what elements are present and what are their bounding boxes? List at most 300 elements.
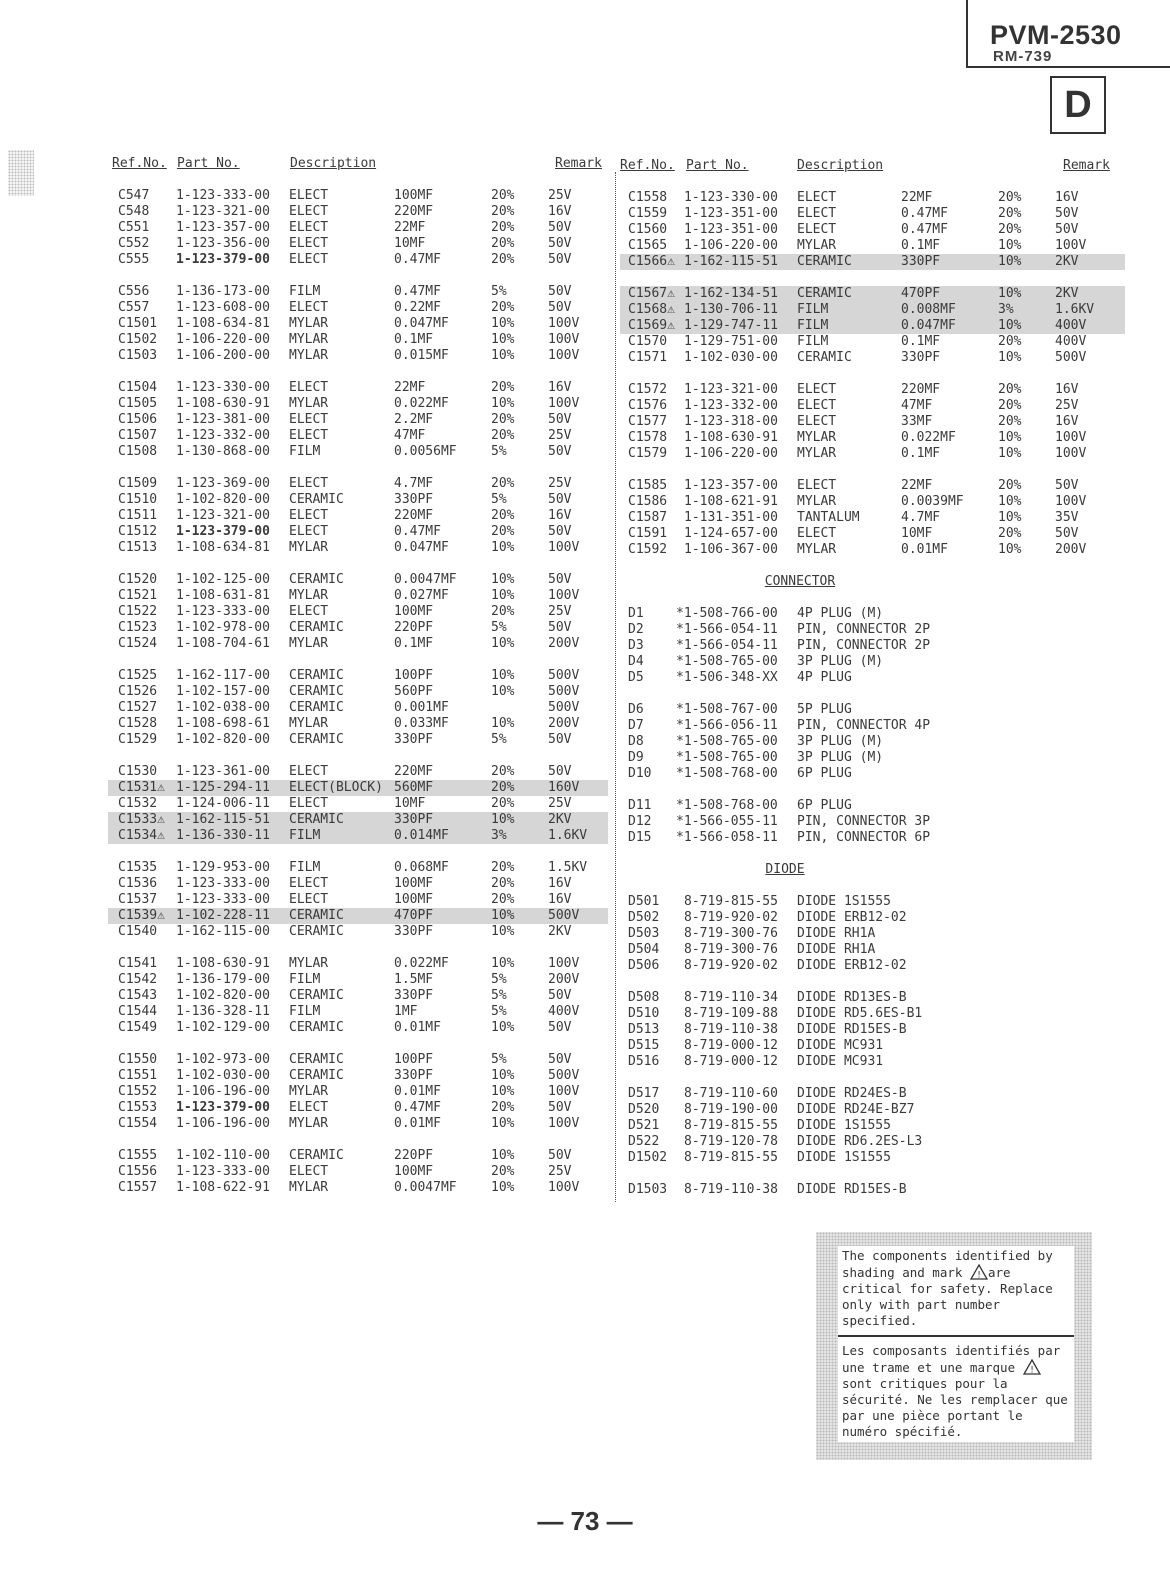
parts-row — [620, 254, 1125, 270]
part-no: 1-123-351-00 — [684, 206, 778, 221]
parts-row — [108, 1180, 608, 1196]
voltage: 100V — [548, 332, 580, 347]
value: 220MF — [901, 382, 941, 397]
value: 0.0039MF — [901, 494, 964, 509]
voltage: 50V — [548, 764, 572, 779]
right-parts-list — [620, 190, 1125, 558]
value: 0.047MF — [394, 316, 449, 331]
ref-no: C1542 — [118, 972, 158, 987]
tolerance: 3% — [491, 828, 507, 843]
parts-row — [108, 428, 608, 444]
part-no: 1-108-630-91 — [176, 396, 270, 411]
voltage: 50V — [548, 572, 572, 587]
ref-no: D508 — [628, 990, 660, 1005]
safety-notice-english: The components identified by shading and mark ! are critical for safety. Replace only with part number specified. — [842, 1248, 1061, 1328]
description: 3P PLUG (M) — [797, 654, 884, 669]
tolerance: 20% — [491, 508, 515, 523]
tolerance: 10% — [491, 684, 515, 699]
description: 4P PLUG (M) — [797, 606, 884, 621]
description: DIODE ERB12-02 — [797, 910, 907, 925]
voltage: 50V — [548, 284, 572, 299]
description: MYLAR — [797, 430, 837, 445]
part-no: 8-719-120-78 — [684, 1134, 778, 1149]
description: ELECT — [289, 220, 329, 235]
voltage: 25V — [548, 428, 572, 443]
ref-no: D2 — [628, 622, 644, 637]
ref-no: C1512 — [118, 524, 158, 539]
parts-row — [108, 620, 608, 636]
value: 2.2MF — [394, 412, 434, 427]
description: CERAMIC — [289, 1052, 344, 1067]
part-no: 1-130-706-11 — [684, 302, 778, 317]
description: FILM — [797, 334, 829, 349]
description: 6P PLUG — [797, 766, 852, 781]
ref-no: D8 — [628, 734, 644, 749]
ref-no: D506 — [628, 958, 660, 973]
part-no: 1-123-332-00 — [684, 398, 778, 413]
part-no: 1-102-030-00 — [684, 350, 778, 365]
voltage: 50V — [548, 412, 572, 427]
voltage: 100V — [548, 348, 580, 363]
parts-row — [108, 444, 608, 460]
ref-no: D10 — [628, 766, 652, 781]
part-no: 8-719-000-12 — [684, 1038, 778, 1053]
description: ELECT — [289, 204, 329, 219]
parts-row — [620, 1150, 1125, 1166]
tolerance: 20% — [491, 428, 515, 443]
parts-row — [620, 814, 1125, 830]
voltage: 500V — [548, 668, 580, 683]
tolerance: 5% — [491, 732, 507, 747]
parts-row — [620, 750, 1125, 766]
description: CERAMIC — [289, 924, 344, 939]
description: PIN, CONNECTOR 3P — [797, 814, 931, 829]
tolerance: 10% — [491, 1180, 515, 1195]
description: CERAMIC — [289, 572, 344, 587]
parts-row — [620, 494, 1125, 510]
parts-row — [108, 396, 608, 412]
part-no: 1-106-220-00 — [684, 446, 778, 461]
ref-no: C1560 — [628, 222, 668, 237]
value: 0.033MF — [394, 716, 449, 731]
description: CERAMIC — [289, 668, 344, 683]
tolerance: 20% — [491, 780, 515, 795]
value: 0.022MF — [394, 956, 449, 971]
description: CERAMIC — [289, 1020, 344, 1035]
row-gap — [108, 364, 608, 380]
parts-row — [108, 236, 608, 252]
voltage: 50V — [548, 300, 572, 315]
parts-row — [620, 286, 1125, 302]
description: MYLAR — [289, 332, 329, 347]
value: 330PF — [901, 254, 941, 269]
part-no: 1-102-110-00 — [176, 1148, 270, 1163]
ref-no: C1513 — [118, 540, 158, 555]
ref-no: C1543 — [118, 988, 158, 1003]
description: CERAMIC — [289, 732, 344, 747]
part-no: 1-108-634-81 — [176, 316, 270, 331]
tolerance: 10% — [491, 1116, 515, 1131]
part-header: Part No. — [686, 158, 749, 173]
description: ELECT — [289, 1100, 329, 1115]
warning-triangle-icon — [1023, 1359, 1041, 1375]
description: MYLAR — [797, 542, 837, 557]
value: 0.1MF — [901, 334, 941, 349]
value: 100PF — [394, 668, 434, 683]
tolerance: 20% — [998, 414, 1022, 429]
ref-no: D5 — [628, 670, 644, 685]
ref-no: D510 — [628, 1006, 660, 1021]
parts-row — [620, 206, 1125, 222]
tolerance: 10% — [491, 1068, 515, 1083]
tolerance: 20% — [491, 764, 515, 779]
part-no: 1-162-117-00 — [176, 668, 270, 683]
part-no: 1-123-356-00 — [176, 236, 270, 251]
parts-row — [108, 908, 608, 924]
binding-mark — [8, 150, 34, 196]
voltage: 100V — [1055, 446, 1087, 461]
ref-no: C1505 — [118, 396, 158, 411]
ref-no: D1502 — [628, 1150, 668, 1165]
value: 0.014MF — [394, 828, 449, 843]
voltage: 100V — [1055, 238, 1087, 253]
part-no: 8-719-300-76 — [684, 942, 778, 957]
part-no: 1-129-751-00 — [684, 334, 778, 349]
description: CERAMIC — [797, 350, 852, 365]
ref-no: C1551 — [118, 1068, 158, 1083]
part-no: 1-106-200-00 — [176, 348, 270, 363]
connector-section-title: CONNECTOR — [764, 574, 836, 589]
ref-no: C1509 — [118, 476, 158, 491]
ref-no: C1532 — [118, 796, 158, 811]
voltage: 16V — [548, 204, 572, 219]
ref-no: D502 — [628, 910, 660, 925]
tolerance: 20% — [491, 876, 515, 891]
ref-no: D1503 — [628, 1182, 668, 1197]
value: 470PF — [901, 286, 941, 301]
parts-row — [108, 716, 608, 732]
part-no: 8-719-300-76 — [684, 926, 778, 941]
voltage: 100V — [548, 1116, 580, 1131]
part-no: *1-508-767-00 — [676, 702, 778, 717]
value: 0.001MF — [394, 700, 449, 715]
parts-row — [108, 732, 608, 748]
value: 330PF — [394, 732, 434, 747]
tolerance: 5% — [491, 988, 507, 1003]
ref-no: C1566⚠ — [628, 254, 675, 269]
description: TANTALUM — [797, 510, 860, 525]
parts-row — [620, 638, 1125, 654]
ref-no: C1565 — [628, 238, 668, 253]
ref-no: C1536 — [118, 876, 158, 891]
description: MYLAR — [289, 716, 329, 731]
part-no: 1-123-321-00 — [176, 204, 270, 219]
voltage: 500V — [548, 1068, 580, 1083]
part-no: *1-508-765-00 — [676, 734, 778, 749]
value: 0.022MF — [394, 396, 449, 411]
ref-no: C1555 — [118, 1148, 158, 1163]
description: PIN, CONNECTOR 2P — [797, 638, 931, 653]
ref-no: C1559 — [628, 206, 668, 221]
description: ELECT — [289, 604, 329, 619]
part-no: 1-108-631-81 — [176, 588, 270, 603]
voltage: 25V — [548, 796, 572, 811]
safety-notice-french: Les composants identifiés par une trame et une marque ! sont critiques pour la sécurité. Ne les remplacer que par une pièce portant le numéro spécifié. — [842, 1343, 1076, 1439]
value: 22MF — [394, 380, 426, 395]
description: MYLAR — [797, 446, 837, 461]
part-no: 1-123-369-00 — [176, 476, 270, 491]
parts-row — [108, 476, 608, 492]
parts-row — [620, 942, 1125, 958]
parts-row — [108, 588, 608, 604]
description: 5P PLUG — [797, 702, 852, 717]
part-no: 1-129-747-11 — [684, 318, 778, 333]
tolerance: 20% — [998, 382, 1022, 397]
voltage: 16V — [1055, 414, 1079, 429]
tolerance: 5% — [491, 444, 507, 459]
tolerance: 10% — [491, 716, 515, 731]
tolerance: 5% — [491, 284, 507, 299]
tolerance: 10% — [998, 318, 1022, 333]
parts-row — [108, 524, 608, 540]
voltage: 100V — [548, 396, 580, 411]
value: 330PF — [394, 1068, 434, 1083]
part-no: 1-102-978-00 — [176, 620, 270, 635]
parts-row — [108, 1068, 608, 1084]
parts-row — [108, 316, 608, 332]
part-no: 1-102-157-00 — [176, 684, 270, 699]
voltage: 25V — [548, 604, 572, 619]
ref-no: C1534⚠ — [118, 828, 165, 843]
part-no: 8-719-110-60 — [684, 1086, 778, 1101]
tolerance: 20% — [998, 526, 1022, 541]
parts-row — [108, 780, 608, 796]
parts-row — [620, 430, 1125, 446]
parts-row — [108, 876, 608, 892]
description: ELECT — [797, 414, 837, 429]
parts-row — [108, 380, 608, 396]
value: 330PF — [394, 812, 434, 827]
value: 100MF — [394, 604, 434, 619]
part-no: 1-136-330-11 — [176, 828, 270, 843]
part-no: *1-508-768-00 — [676, 766, 778, 781]
part-no: 1-123-361-00 — [176, 764, 270, 779]
part-no: 1-131-351-00 — [684, 510, 778, 525]
tolerance: 20% — [491, 1164, 515, 1179]
tolerance: 20% — [491, 604, 515, 619]
description: FILM — [289, 972, 321, 987]
description: FILM — [289, 860, 321, 875]
voltage: 50V — [548, 1100, 572, 1115]
part-no: 8-719-815-55 — [684, 894, 778, 909]
remark-header: Remark — [555, 156, 602, 171]
description: MYLAR — [289, 540, 329, 555]
ref-no: C1522 — [118, 604, 158, 619]
tolerance: 10% — [491, 588, 515, 603]
voltage: 50V — [548, 620, 572, 635]
part-no: *1-508-768-00 — [676, 798, 778, 813]
ref-no: D501 — [628, 894, 660, 909]
parts-row — [620, 526, 1125, 542]
voltage: 50V — [548, 1148, 572, 1163]
parts-row — [620, 446, 1125, 462]
tolerance: 20% — [491, 860, 515, 875]
voltage: 1.5KV — [548, 860, 588, 875]
value: 0.47MF — [901, 222, 948, 237]
parts-row — [108, 860, 608, 876]
description: FILM — [289, 444, 321, 459]
tolerance: 10% — [491, 1020, 515, 1035]
left-parts-column — [108, 156, 608, 1196]
part-no: 1-162-115-00 — [176, 924, 270, 939]
voltage: 400V — [548, 1004, 580, 1019]
part-no: *1-508-766-00 — [676, 606, 778, 621]
row-gap — [108, 844, 608, 860]
part-no: 8-719-110-38 — [684, 1022, 778, 1037]
parts-row — [620, 1182, 1125, 1198]
part-no: 8-719-815-55 — [684, 1150, 778, 1165]
diode-list — [620, 894, 1125, 1198]
diode-section-title: DIODE — [765, 862, 805, 877]
part-no: 8-719-110-38 — [684, 1182, 778, 1197]
tolerance: 5% — [491, 492, 507, 507]
column-divider — [615, 172, 616, 1202]
description: ELECT — [289, 764, 329, 779]
description: ELECT — [289, 876, 329, 891]
description: MYLAR — [797, 238, 837, 253]
tolerance: 10% — [491, 348, 515, 363]
description: DIODE RD5.6ES-B1 — [797, 1006, 923, 1021]
part-no: *1-566-054-11 — [676, 622, 778, 637]
part-no: 1-123-333-00 — [176, 876, 270, 891]
value: 0.0047MF — [394, 572, 457, 587]
parts-row — [620, 670, 1125, 686]
warning-triangle-icon — [970, 1264, 988, 1280]
description: DIODE RH1A — [797, 942, 876, 957]
voltage: 16V — [548, 892, 572, 907]
tolerance: 10% — [491, 924, 515, 939]
part-no: 1-130-868-00 — [176, 444, 270, 459]
ref-no: D1 — [628, 606, 644, 621]
part-no: 1-123-333-00 — [176, 188, 270, 203]
tolerance: 10% — [491, 396, 515, 411]
value: 4.7MF — [901, 510, 941, 525]
ref-no: C1507 — [118, 428, 158, 443]
parts-row — [620, 990, 1125, 1006]
parts-row — [108, 1020, 608, 1036]
value: 0.1MF — [394, 332, 434, 347]
parts-row — [108, 284, 608, 300]
description: DIODE RD15ES-B — [797, 1182, 907, 1197]
row-gap — [108, 460, 608, 476]
ref-no: C1557 — [118, 1180, 158, 1195]
ref-no: C551 — [118, 220, 150, 235]
tolerance: 20% — [491, 524, 515, 539]
value: 22MF — [901, 190, 933, 205]
description: CERAMIC — [289, 700, 344, 715]
ref-no: C1587 — [628, 510, 668, 525]
description: ELECT — [289, 892, 329, 907]
part-no: 1-123-608-00 — [176, 300, 270, 315]
description: ELECT — [289, 508, 329, 523]
ref-no: C1537 — [118, 892, 158, 907]
value: 47MF — [901, 398, 933, 413]
voltage: 16V — [1055, 382, 1079, 397]
part-no: *1-506-348-XX — [676, 670, 778, 685]
ref-no: D503 — [628, 926, 660, 941]
description: ELECT — [289, 412, 329, 427]
description: ELECT — [289, 476, 329, 491]
description: DIODE RD24E-BZ7 — [797, 1102, 915, 1117]
row-gap — [620, 974, 1125, 990]
ref-no: C1549 — [118, 1020, 158, 1035]
ref-no: C1527 — [118, 700, 158, 715]
tolerance: 10% — [491, 572, 515, 587]
part-no: 1-162-134-51 — [684, 286, 778, 301]
safety-notice-text — [838, 1246, 1074, 1442]
ref-no: D504 — [628, 942, 660, 957]
description: DIODE RD15ES-B — [797, 1022, 907, 1037]
remark-header: Remark — [1063, 158, 1110, 173]
section-letter: D — [1050, 76, 1106, 134]
tolerance: 20% — [491, 188, 515, 203]
ref-no: C1510 — [118, 492, 158, 507]
part-no: 1-106-196-00 — [176, 1116, 270, 1131]
tolerance: 10% — [491, 332, 515, 347]
voltage: 400V — [1055, 334, 1087, 349]
description: DIODE RD24ES-B — [797, 1086, 907, 1101]
voltage: 100V — [548, 1084, 580, 1099]
svg-text:!: ! — [1029, 1365, 1034, 1375]
description: DIODE RH1A — [797, 926, 876, 941]
description: FILM — [289, 284, 321, 299]
ref-no: C1511 — [118, 508, 158, 523]
part-no: 1-102-125-00 — [176, 572, 270, 587]
part-no: 1-108-634-81 — [176, 540, 270, 555]
part-no: *1-566-058-11 — [676, 830, 778, 845]
part-no: 1-102-820-00 — [176, 732, 270, 747]
parts-row — [108, 1052, 608, 1068]
value: 0.027MF — [394, 588, 449, 603]
ref-no: C1571 — [628, 350, 668, 365]
description: ELECT — [289, 796, 329, 811]
tolerance: 10% — [491, 1148, 515, 1163]
part-no: 1-123-321-00 — [684, 382, 778, 397]
value: 22MF — [394, 220, 426, 235]
part-no: 1-123-330-00 — [176, 380, 270, 395]
tolerance: 10% — [998, 430, 1022, 445]
description: DIODE 1S1555 — [797, 894, 891, 909]
description: ELECT — [289, 380, 329, 395]
value: 0.0056MF — [394, 444, 457, 459]
part-no: 1-106-196-00 — [176, 1084, 270, 1099]
voltage: 50V — [548, 988, 572, 1003]
tolerance: 5% — [491, 620, 507, 635]
value: 100PF — [394, 1052, 434, 1067]
row-gap — [620, 366, 1125, 382]
voltage: 200V — [548, 972, 580, 987]
ref-no: C1523 — [118, 620, 158, 635]
parts-row — [108, 508, 608, 524]
description: MYLAR — [289, 396, 329, 411]
parts-row — [620, 238, 1125, 254]
ref-header: Ref.No. — [112, 156, 167, 171]
parts-row — [620, 734, 1125, 750]
voltage: 500V — [548, 700, 580, 715]
part-no: 1-102-820-00 — [176, 988, 270, 1003]
part-no: *1-566-055-11 — [676, 814, 778, 829]
part-no: 8-719-920-02 — [684, 958, 778, 973]
